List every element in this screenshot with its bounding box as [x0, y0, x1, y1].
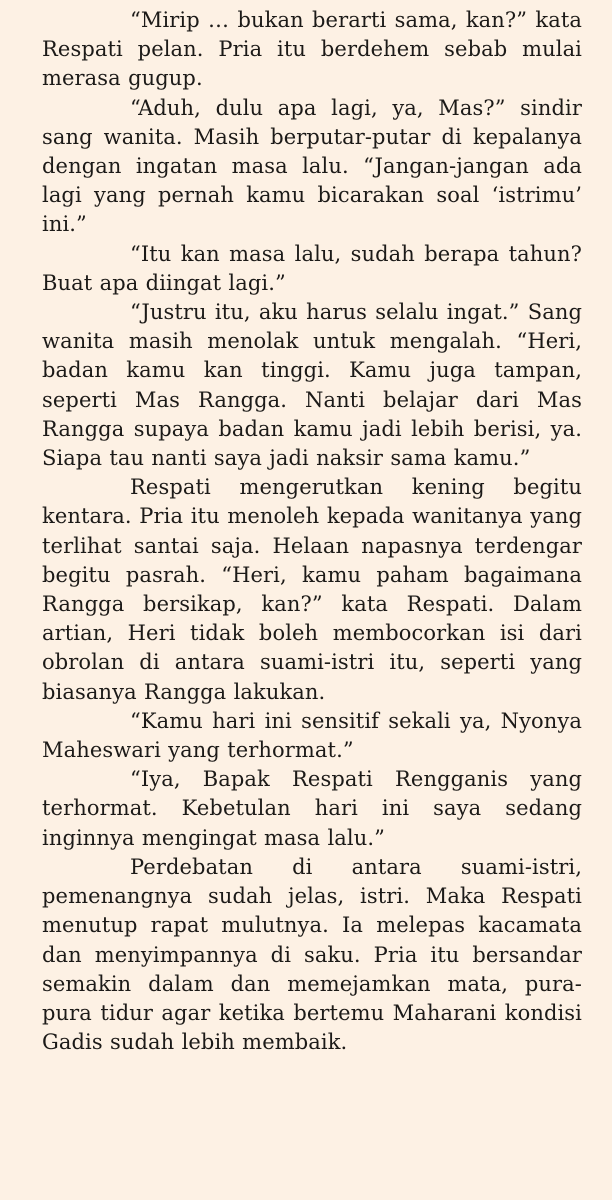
paragraph-3: “Itu kan masa lalu, sudah berapa tahun? Buat apa diingat lagi.” — [42, 241, 582, 295]
paragraph-6: “Kamu hari ini sensitif sekali ya, Nyonya Maheswari yang terhormat.” — [42, 708, 582, 763]
paragraph-4: “Justru itu, aku harus selalu ingat.” Sang wanita masih menolak untuk mengalah. “Heri, badan kamu kan tinggi. Kamu juga tampan, seperti Mas Rangga. Nanti belajar dari Mas Rangga supaya badan kamu jadi lebih berisi, ya. Siapa tau nanti saya jadi naksir sama kamu.” — [42, 300, 582, 471]
paragraph-8: Perdebatan di antara suami-istri, pemenangnya sudah jelas, istri. Maka Respati menutup rapat mulutnya. Ia melepas kacamata dan menyimpannya di saku. Pria itu bersandar semakin dalam dan memejamkan mata, pura-pura tidur agar ketika bertemu Maharani kondisi Gadis sudah lebih membaik. — [42, 854, 582, 1055]
paragraph-7: “Iya, Bapak Respati Rengganis yang terhormat. Kebetulan hari ini saya sedang inginnya mengingat masa lalu.” — [42, 767, 582, 850]
paragraph-2: “Aduh, dulu apa lagi, ya, Mas?” sindir sang wanita. Masih berputar-putar di kepalanya dengan ingatan masa lalu. “Jangan-jangan ada lagi yang pernah kamu bicarakan soal ‘istrimu’ ini.” — [42, 95, 582, 237]
paragraph-5: Respati mengerutkan kening begitu kentara. Pria itu menoleh kepada wanitanya yang terlihat santai saja. Helaan napasnya terdengar begitu pasrah. “Heri, kamu paham bagaimana Rangga bersikap, kan?” kata Respati. Dalam artian, Heri tidak boleh membocorkan isi dari obrolan di antara suami-istri itu, seperti yang biasanya Rangga lakukan. — [42, 475, 582, 704]
paragraph-1: “Mirip … bukan berarti sama, kan?” kata Respati pelan. Pria itu berdehem sebab mulai merasa gugup. — [42, 8, 582, 91]
